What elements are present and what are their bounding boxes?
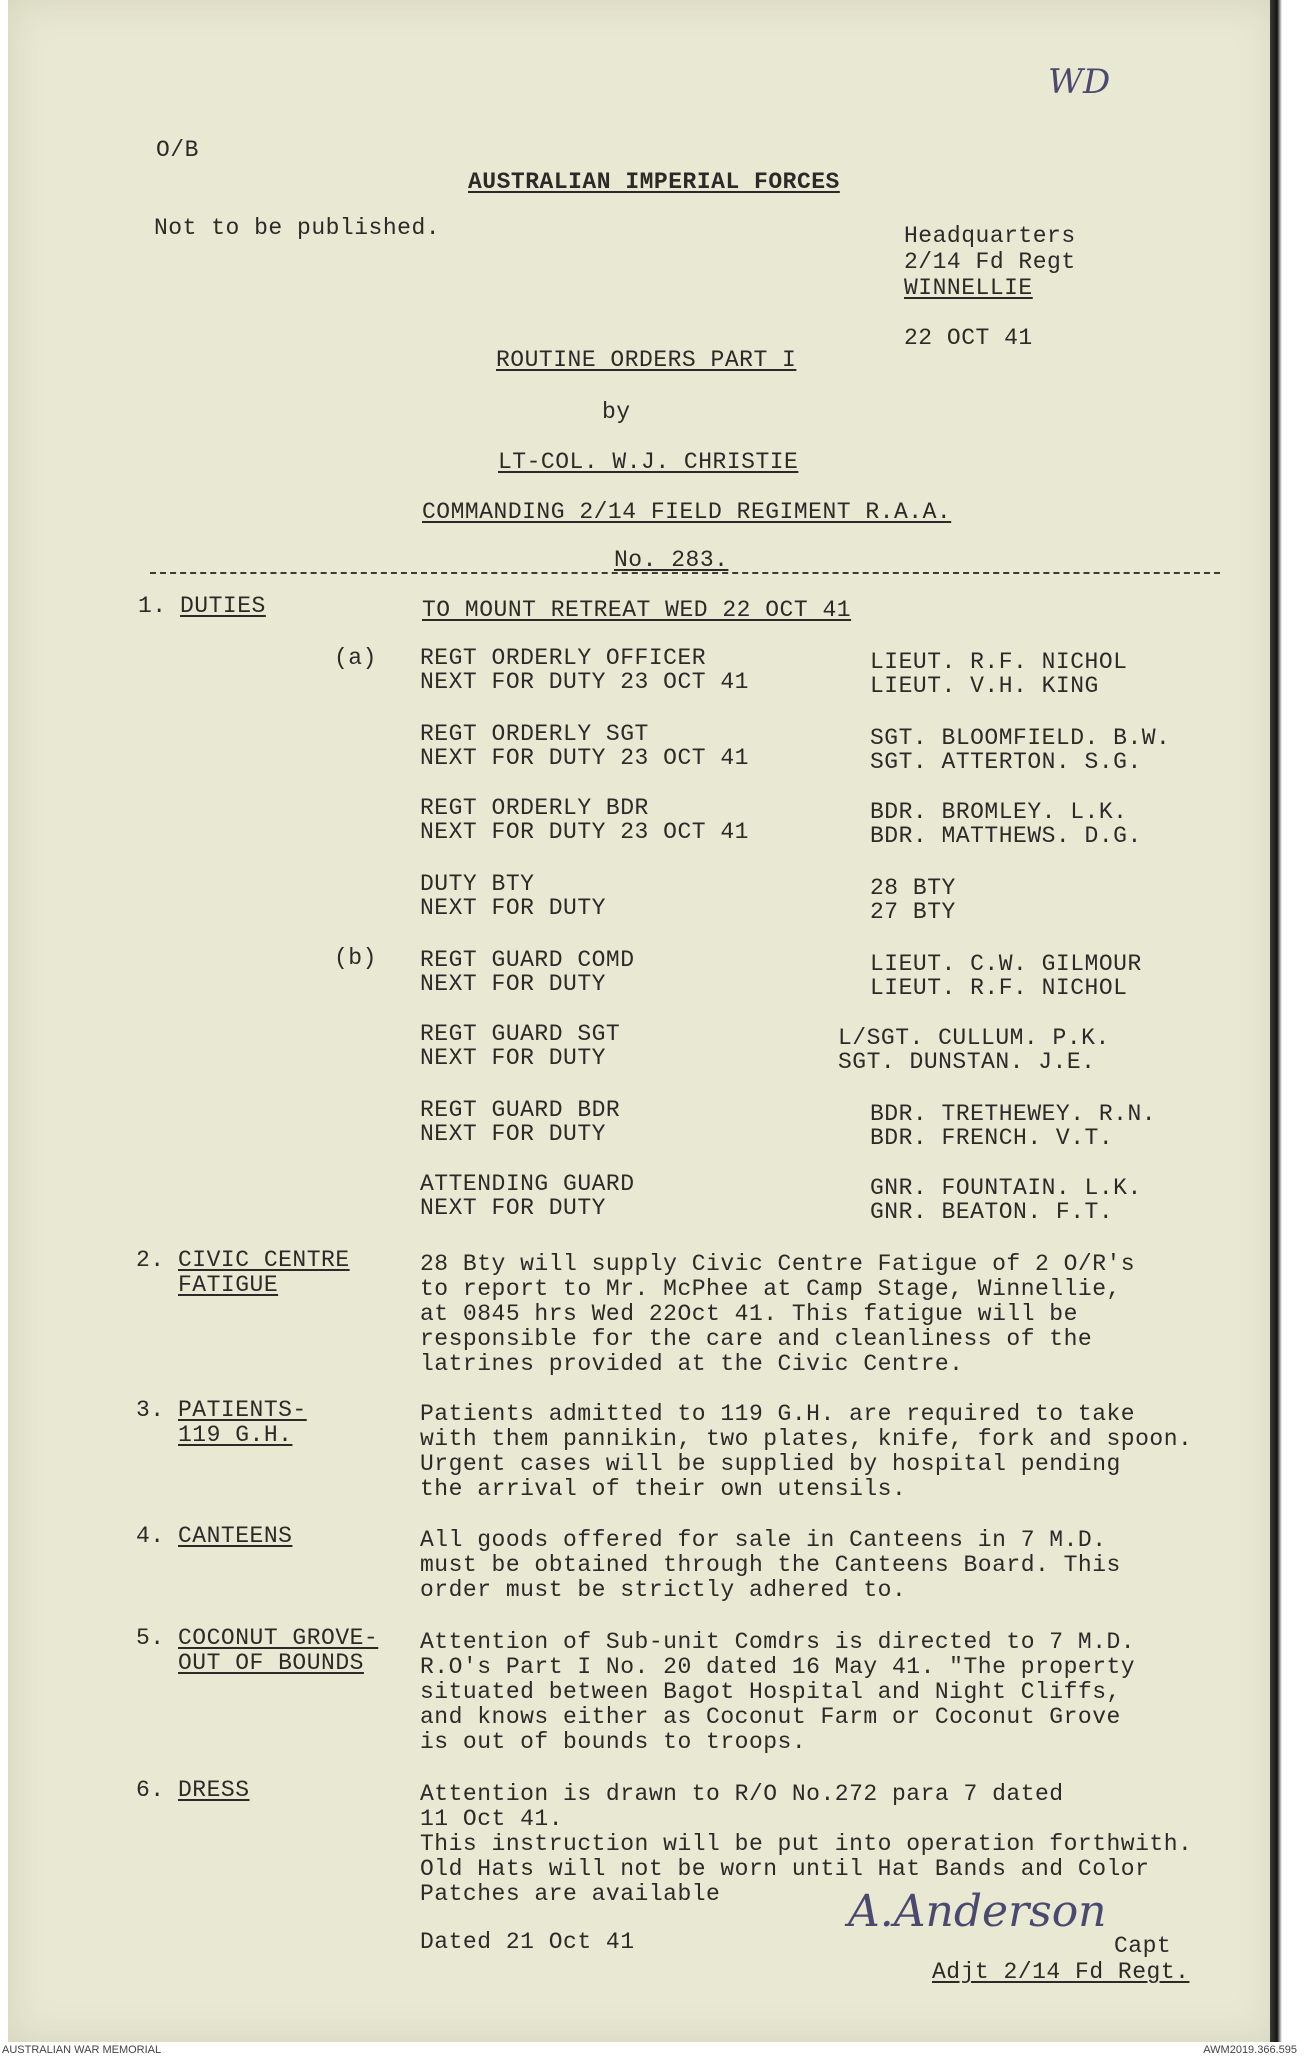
hq-line-2: 2/14 Fd Regt: [904, 249, 1076, 275]
item-label-cont: 119 G.H.: [178, 1422, 293, 1448]
item-label: PATIENTS-: [178, 1397, 307, 1423]
item-body-line: All goods offered for sale in Canteens in 7 M.D.: [420, 1527, 1107, 1553]
duty-assignee: GNR. FOUNTAIN. L.K.: [870, 1175, 1142, 1201]
item-number: 2.: [136, 1247, 165, 1273]
item-label: CIVIC CENTRE: [178, 1247, 350, 1273]
duty-assignee: LIEUT. R.F. NICHOL: [870, 649, 1128, 675]
duty-next: NEXT FOR DUTY: [420, 1121, 606, 1147]
item-number: 5.: [136, 1625, 165, 1651]
item-body-line: R.O's Part I No. 20 dated 16 May 41. "The property: [420, 1654, 1136, 1680]
duty-role: ATTENDING GUARD: [420, 1171, 635, 1197]
item-body-line: Patients admitted to 119 G.H. are required to take: [420, 1401, 1136, 1427]
signatory-rank: Capt: [1114, 1933, 1172, 1959]
duty-role: REGT GUARD COMD: [420, 947, 635, 973]
duty-next-assignee: BDR. FRENCH. V.T.: [870, 1125, 1114, 1151]
duty-next-assignee: 27 BTY: [870, 899, 956, 925]
duty-assignee: 28 BTY: [870, 875, 956, 901]
duty-role: REGT ORDERLY SGT: [420, 721, 649, 747]
item-body-line: and knows either as Coconut Farm or Coconut Grove: [420, 1704, 1121, 1730]
duty-next: NEXT FOR DUTY: [420, 971, 606, 997]
item-body-line: at 0845 hrs Wed 22Oct 41. This fatigue will be: [420, 1301, 1078, 1327]
hq-location: WINNELLIE: [904, 275, 1033, 301]
section-label-duties: DUTIES: [180, 593, 266, 619]
item-number: 6.: [136, 1777, 165, 1803]
item-body-line: must be obtained through the Canteens Board. This: [420, 1552, 1121, 1578]
item-body-line: to report to Mr. McPhee at Camp Stage, Winnellie,: [420, 1276, 1121, 1302]
item-label: COCONUT GROVE-: [178, 1625, 379, 1651]
item-body-line: situated between Bagot Hospital and Night Cliffs,: [420, 1679, 1121, 1705]
item-body-line: 28 Bty will supply Civic Centre Fatigue of 2 O/R's: [420, 1251, 1136, 1277]
item-body-line: is out of bounds to troops.: [420, 1729, 807, 1755]
duty-next-assignee: SGT. ATTERTON. S.G.: [870, 749, 1142, 775]
item-body-line: latrines provided at the Civic Centre.: [420, 1351, 964, 1377]
item-body-line: responsible for the care and cleanliness of the: [420, 1326, 1093, 1352]
item-body-line: Patches are available: [420, 1881, 721, 1907]
duty-next-assignee: LIEUT. R.F. NICHOL: [870, 975, 1128, 1001]
footer-institution: AUSTRALIAN WAR MEMORIAL: [2, 2044, 162, 2056]
duty-role: DUTY BTY: [420, 871, 535, 897]
subsection-a: (a): [334, 645, 377, 671]
item-label: CANTEENS: [178, 1523, 293, 1549]
item-label-cont: FATIGUE: [178, 1272, 279, 1298]
duty-next: NEXT FOR DUTY 23 OCT 41: [420, 745, 749, 771]
duty-role: REGT GUARD BDR: [420, 1097, 621, 1123]
signatory-appointment: Adjt 2/14 Fd Regt.: [932, 1959, 1190, 1985]
duty-next-assignee: LIEUT. V.H. KING: [870, 673, 1099, 699]
duty-next: NEXT FOR DUTY: [420, 1195, 606, 1221]
duty-assignee: L/SGT. CULLUM. P.K.: [838, 1025, 1110, 1051]
item-body-line: the arrival of their own utensils.: [420, 1476, 907, 1502]
item-body-line: Old Hats will not be worn until Hat Bands and Color: [420, 1856, 1150, 1882]
restriction-note: Not to be published.: [154, 215, 441, 241]
section-number: 1.: [138, 593, 167, 619]
duty-assignee: BDR. TRETHEWEY. R.N.: [870, 1101, 1157, 1127]
header-divider: [150, 572, 1220, 574]
orders-number: No. 283.: [614, 547, 729, 573]
orders-by: by: [602, 399, 631, 425]
duty-next: NEXT FOR DUTY: [420, 895, 606, 921]
hq-line-1: Headquarters: [904, 223, 1076, 249]
commander-appointment: COMMANDING 2/14 FIELD REGIMENT R.A.A.: [422, 499, 952, 525]
duty-role: REGT ORDERLY BDR: [420, 795, 649, 821]
item-body-line: Urgent cases will be supplied by hospital pending: [420, 1451, 1121, 1477]
document-title: AUSTRALIAN IMPERIAL FORCES: [468, 169, 840, 195]
orders-title: ROUTINE ORDERS PART I: [496, 347, 797, 373]
signature: A.Anderson: [848, 1886, 1107, 1937]
duty-next-assignee: SGT. DUNSTAN. J.E.: [838, 1049, 1096, 1075]
duty-assignee: BDR. BROMLEY. L.K.: [870, 799, 1128, 825]
item-body-line: Attention of Sub-unit Comdrs is directed to 7 M.D.: [420, 1629, 1136, 1655]
duty-assignee: SGT. BLOOMFIELD. B.W.: [870, 725, 1171, 751]
item-body-line: Attention is drawn to R/O No.272 para 7 dated: [420, 1781, 1064, 1807]
duty-role: REGT GUARD SGT: [420, 1021, 621, 1047]
item-body-line: 11 Oct 41.: [420, 1806, 564, 1832]
handwritten-mark: WD: [1048, 62, 1111, 102]
item-body-line: This instruction will be put into operation forthwith.: [420, 1831, 1193, 1857]
file-reference: O/B: [156, 137, 199, 163]
commander-name: LT-COL. W.J. CHRISTIE: [498, 449, 799, 475]
duty-next-assignee: GNR. BEATON. F.T.: [870, 1199, 1114, 1225]
document-date: 22 OCT 41: [904, 325, 1033, 351]
page-edge-shadow: [1270, 0, 1282, 2042]
duty-assignee: LIEUT. C.W. GILMOUR: [870, 951, 1142, 977]
duty-next: NEXT FOR DUTY 23 OCT 41: [420, 819, 749, 845]
item-number: 4.: [136, 1523, 165, 1549]
subsection-b: (b): [334, 945, 377, 971]
item-body-line: with them pannikin, two plates, knife, fork and spoon.: [420, 1426, 1193, 1452]
duty-next: NEXT FOR DUTY 23 OCT 41: [420, 669, 749, 695]
item-label-cont: OUT OF BOUNDS: [178, 1650, 364, 1676]
duty-role: REGT ORDERLY OFFICER: [420, 645, 707, 671]
footer-accession: AWM2019.366.595: [1203, 2044, 1297, 2056]
duty-next-assignee: BDR. MATTHEWS. D.G.: [870, 823, 1142, 849]
duty-next: NEXT FOR DUTY: [420, 1045, 606, 1071]
item-number: 3.: [136, 1397, 165, 1423]
item-body-line: order must be strictly adhered to.: [420, 1577, 907, 1603]
mount-instruction: TO MOUNT RETREAT WED 22 OCT 41: [422, 597, 852, 623]
item-label: DRESS: [178, 1777, 250, 1803]
dated-line: Dated 21 Oct 41: [420, 1929, 635, 1955]
